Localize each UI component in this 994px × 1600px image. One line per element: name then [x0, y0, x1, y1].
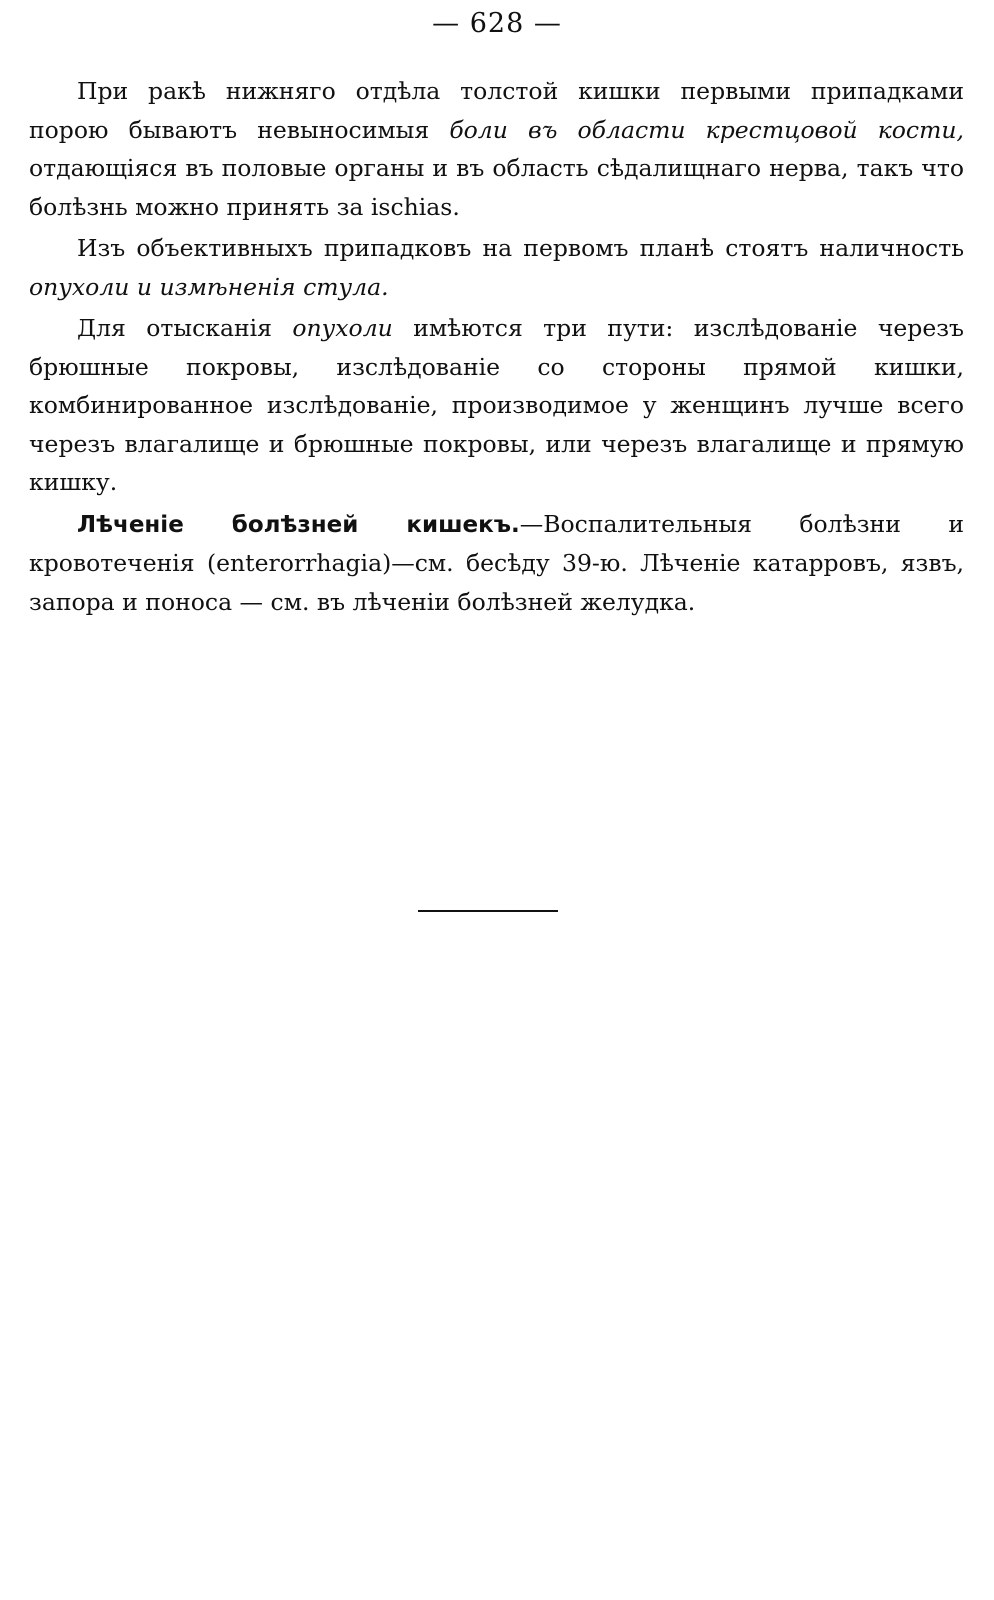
paragraph-text: Изъ объективныхъ припадковъ на первомъ планѣ стоятъ наличность [77, 234, 964, 262]
emphasized-text: опухоли [292, 314, 393, 342]
emphasized-text: боли въ области крестцовой кости, [449, 115, 964, 144]
paragraph-text: При ракѣ нижняго отдѣла толстой кишки первыми припадками порою бываютъ невыносимыя [29, 77, 964, 144]
paragraph-text: имѣются три пути: изслѣдованіе черезъ брюшные покровы, изслѣдованіе со стороны прямой кишки, комбинированное изслѣдованіе, производимое у женщинъ лучше всего черезъ влагалище и брюшные покровы, или черезъ влагалище и прямую кишку. [29, 314, 965, 496]
paragraph-text: Для отысканія [77, 314, 293, 342]
emphasized-text: опухоли и измѣненія стула. [29, 272, 389, 301]
body-text [29, 72, 964, 624]
paragraph-text: —Воспалительныя болѣзни и кровотеченія (enterorrhagia)—см. бесѣду 39-ю. Лѣченіе катарровъ, язвъ, запора и поноса — см. въ лѣченіи болѣзней желудка. [29, 509, 964, 616]
paragraph-treatment [29, 505, 964, 622]
end-of-chapter-rule [418, 910, 558, 912]
paragraph-objective-symptoms [29, 229, 964, 306]
paragraph-cancer-symptoms [29, 72, 964, 226]
paragraph-tumor-examination [29, 309, 964, 502]
paragraph-text: отдающіяся въ половые органы и въ область сѣдалищнаго нерва, такъ что болѣзнь можно принять за ischias. [29, 154, 964, 221]
page-number: — 628 — [432, 8, 562, 39]
section-heading: Лѣченіе болѣзней кишекъ. [77, 511, 520, 538]
